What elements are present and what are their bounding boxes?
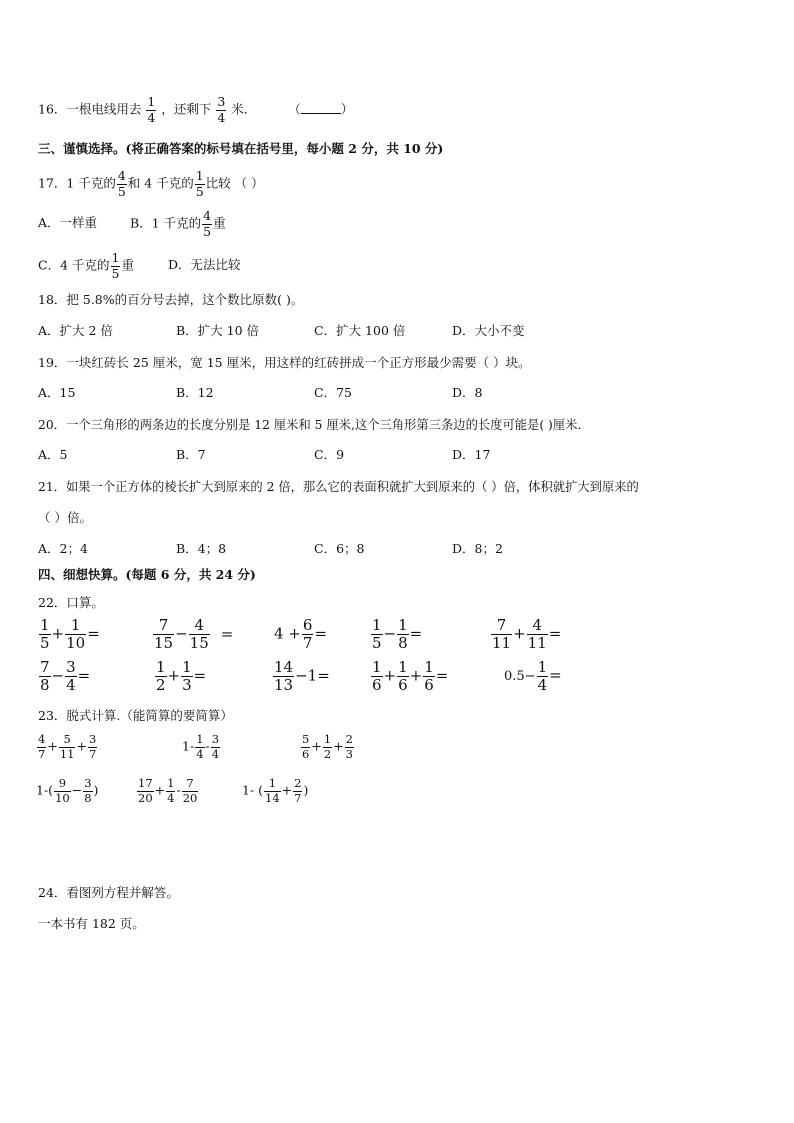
- oral-calc-item: $\frac{7}{11}$ + $\frac{4}{11}$ =: [492, 616, 562, 652]
- q21-option-d[interactable]: D．8；2: [452, 541, 503, 556]
- q21-option-a[interactable]: A．2；4: [38, 541, 88, 556]
- fraction: $\frac{1}{4}$: [147, 94, 156, 125]
- fraction: $\frac{3}{4}$: [217, 94, 226, 125]
- answer-blank[interactable]: [301, 101, 341, 114]
- oral-calc-item: $\frac{7}{8}$ − $\frac{3}{4}$ =: [40, 658, 91, 694]
- q19-option-c[interactable]: C．75: [314, 385, 352, 400]
- question-23-title: 23．脱式计算.（能简算的要简算）: [38, 708, 233, 723]
- calc-expression: 1- $\frac{1}{4}$ - $\frac{3}{4}$: [182, 732, 220, 761]
- q17-option-b[interactable]: B．1 千克的 $\frac{4}{5}$ 重: [130, 208, 226, 239]
- oral-calc-item: $\frac{1}{6}$ + $\frac{1}{6}$ + $\frac{1}{6}$ =: [372, 658, 449, 694]
- calc-expression: 1- ( $\frac{1}{14}$ + $\frac{2}{7}$ ): [242, 776, 309, 805]
- q18-option-a[interactable]: A．扩大 2 倍: [38, 323, 113, 338]
- q17-option-a[interactable]: A．一样重: [38, 215, 98, 230]
- question-24-text: 一本书有 182 页。: [38, 916, 145, 931]
- q20-option-c[interactable]: C．9: [314, 447, 345, 462]
- q19-option-b[interactable]: B．12: [176, 385, 214, 400]
- q18-option-d[interactable]: D．大小不变: [452, 323, 525, 338]
- q18-option-b[interactable]: B．扩大 10 倍: [176, 323, 260, 338]
- section-3-title: 三、谨慎选择。(将正确答案的标号填在括号里，每小题 2 分，共 10 分): [38, 141, 444, 156]
- q19-option-d[interactable]: D．8: [452, 385, 483, 400]
- question-24-title: 24．看图列方程并解答。: [38, 885, 179, 900]
- question-22-title: 22．口算。: [38, 595, 104, 610]
- q21-option-b[interactable]: B．4；8: [176, 541, 227, 556]
- calc-expression: $\frac{5}{6}$ + $\frac{1}{2}$ + $\frac{2}{3}$: [302, 732, 353, 761]
- oral-calc-item: $\frac{1}{2}$ + $\frac{1}{3}$ =: [156, 658, 207, 694]
- question-17: 17．1 千克的 $\frac{4}{5}$ 和 4 千克的 $\frac{1}{5}$ 比较 （ ）: [38, 168, 264, 199]
- oral-calc-item: $\frac{1}{5}$ − $\frac{1}{8}$ =: [372, 616, 423, 652]
- q19-option-a[interactable]: A．15: [38, 385, 76, 400]
- question-16: 16．一根电线用去 $\frac{1}{4}$ ，还剩下 $\frac{3}{4}$ 米． （ ）: [38, 94, 354, 125]
- oral-calc-item: 4 + $\frac{6}{7}$ =: [274, 616, 328, 652]
- calc-expression: $\frac{4}{7}$ + $\frac{5}{11}$ + $\frac{3}{7}$: [38, 732, 97, 761]
- calc-expression: 1-( $\frac{9}{10}$ − $\frac{3}{8}$ ): [36, 776, 99, 805]
- oral-calc-item: $\frac{14}{13}$ −1=: [274, 658, 330, 694]
- question-20: 20．一个三角形的两条边的长度分别是 12 厘米和 5 厘米,这个三角形第三条边的长度可能是( )厘米．: [38, 418, 590, 432]
- q18-option-c[interactable]: C．扩大 100 倍: [314, 323, 406, 338]
- section-4-title: 四、细想快算。(每题 6 分，共 24 分): [38, 567, 256, 582]
- q21-option-c[interactable]: C．6；8: [314, 541, 365, 556]
- q20-option-b[interactable]: B．7: [176, 447, 206, 462]
- question-18: 18．把 5.8%的百分号去掉，这个数比原数( )。: [38, 292, 304, 307]
- question-21-line-2: （ ）倍。: [38, 510, 92, 525]
- calc-expression: $\frac{17}{20}$ + $\frac{1}{4}$ - $\frac{7}{20}$: [138, 776, 198, 805]
- q20-option-d[interactable]: D．17: [452, 447, 491, 462]
- q20-option-a[interactable]: A．5: [38, 447, 68, 462]
- question-19: 19．一块红砖长 25 厘米，宽 15 厘米，用这样的红砖拼成一个正方形最少需要（ ）块。: [38, 355, 531, 370]
- q17-option-c[interactable]: C．4 千克的 $\frac{1}{5}$ 重: [38, 250, 134, 281]
- question-21-line-1: 21．如果一个正方体的棱长扩大到原来的 2 倍，那么它的表面积就扩大到原来的（ ）倍，体积就扩大到原来的: [38, 480, 639, 494]
- oral-calc-item: $\frac{1}{5}$ + $\frac{1}{10}$ =: [40, 616, 100, 652]
- oral-calc-item: 0.5− $\frac{1}{4}$ =: [504, 658, 562, 694]
- oral-calc-item: $\frac{7}{15}$ − $\frac{4}{15}$ =: [154, 616, 234, 652]
- q17-option-d[interactable]: D．无法比较: [168, 257, 241, 272]
